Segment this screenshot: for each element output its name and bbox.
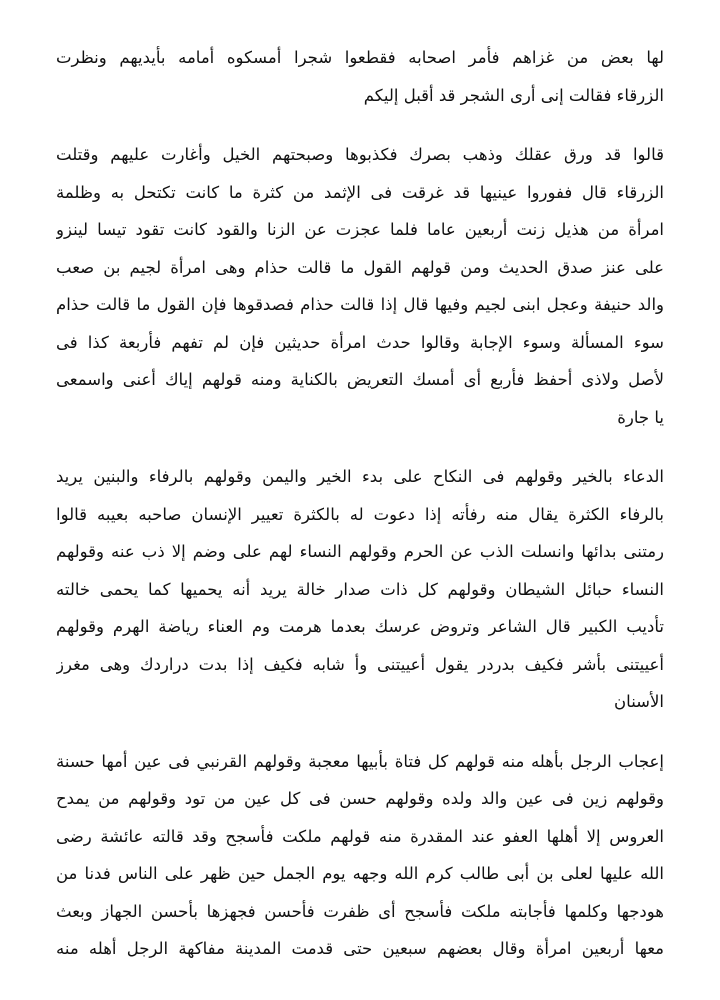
- paragraph-2: [56, 136, 664, 436]
- paragraph-1: [56, 39, 664, 114]
- text-line: على عنز صدق الحديث ومن قولهم القول ما قالت حذام وهى امرأة لجيم بن صعب: [56, 257, 664, 277]
- text-line: امرأة من هذيل زنت أربعين عاما فلما عجزت عن الزنا والقود كانت تقود تيسا لينزو: [56, 220, 664, 239]
- text-line: النساء حبائل الشيطان وقولهم كل ذات صدار خالة يريد أنه يحميها كما يحمى خالته: [56, 579, 664, 599]
- text-line: الله عليها لعلى بن أبى طالب كرم الله وجهه يوم الجمل حين ظهر على الناس فدنا من: [56, 864, 664, 883]
- text-line: معها أربعين امرأة وقال بعضهم سبعين حتى قدمت المدينة مفاكهة الرجل أهله منه: [56, 939, 664, 958]
- text-line: هودجها وكلمها فأجابته ملكت فأسجح أى ظفرت فأحسن فجهزها بأحسن الجهاز وبعث: [56, 901, 664, 921]
- text-line: لأصل ولاذى أحفظ فأربع أى أمسك التعريض بالكناية ومنه قولهم إياك أعنى واسمعى: [56, 370, 664, 389]
- text-line: الزرقاء فقالت إنى أرى الشجر قد أقبل إليكم: [363, 85, 664, 105]
- text-line: إعجاب الرجل بأهله منه قولهم كل فتاة بأبيها معجبة وقولهم القرنبي فى عين أمها حسنة: [56, 751, 664, 771]
- text-line: قالوا قد ورق عقلك وذهب بصرك فكذبوها وصبحتهم الخيل وأغارت عليهم وقتلت: [56, 145, 664, 164]
- paragraph-3: [56, 458, 664, 721]
- text-line: الزرقاء قال ففوروا عينيها قد غرقت فى الإثمد من كثرة ما كانت تكتحل به وظلمة: [56, 182, 664, 202]
- paragraph-4: [56, 743, 664, 968]
- text-line: لها بعض من غزاهم فأمر اصحابه فقطعوا شجرا أمسكوه أمامه بأيديهم ونظرت: [56, 48, 664, 67]
- text-line: رمتنى بدائها وانسلت الذب عن الحرم وقولهم النساء لهم على وضم إلا ذب عنه وقولهم: [56, 542, 664, 561]
- text-line: سوء المسألة وسوء الإجابة وقالوا حدث امرأة حديثين فإن لم تفهم فأربعة كذا فى: [56, 332, 664, 352]
- text-line: العروس إلا أهلها العفو عند المقدرة منه قولهم ملكت فأسجح وقد قالته عائشة رضى: [56, 826, 664, 846]
- text-line: والد حنيفة وعجل ابنى لجيم وفيها قال إذا قالت حذام فصدقوها فإن القول ما قالت حذام: [56, 295, 664, 314]
- text-line: يا جارة: [617, 407, 664, 427]
- text-line: وقولهم زين فى عين والد ولده وقولهم حسن فى كل عين من تود وقولهم من يمدح: [56, 789, 664, 808]
- text-line: الأسنان: [614, 692, 664, 711]
- text-line: أعييتنى بأشر فكيف بدردر يقول أعييتنى وأ شابه فكيف إذا بدت دراردك وهى مغرز: [56, 654, 664, 674]
- text-line: الدعاء بالخير وقولهم فى النكاح على بدء الخير واليمن وقولهم بالرفاء والبنين يريد: [56, 467, 664, 486]
- text-line: بالرفاء الكثرة يقال منه رفأته إذا دعوت له بالكثرة تعيير الإنسان صاحبه بعيبه قالوا: [56, 504, 664, 524]
- text-line: تأديب الكبير قال الشاعر وتروض عرسك بعدما هرمت وم العناء رياضة الهرم وقولهم: [56, 617, 664, 636]
